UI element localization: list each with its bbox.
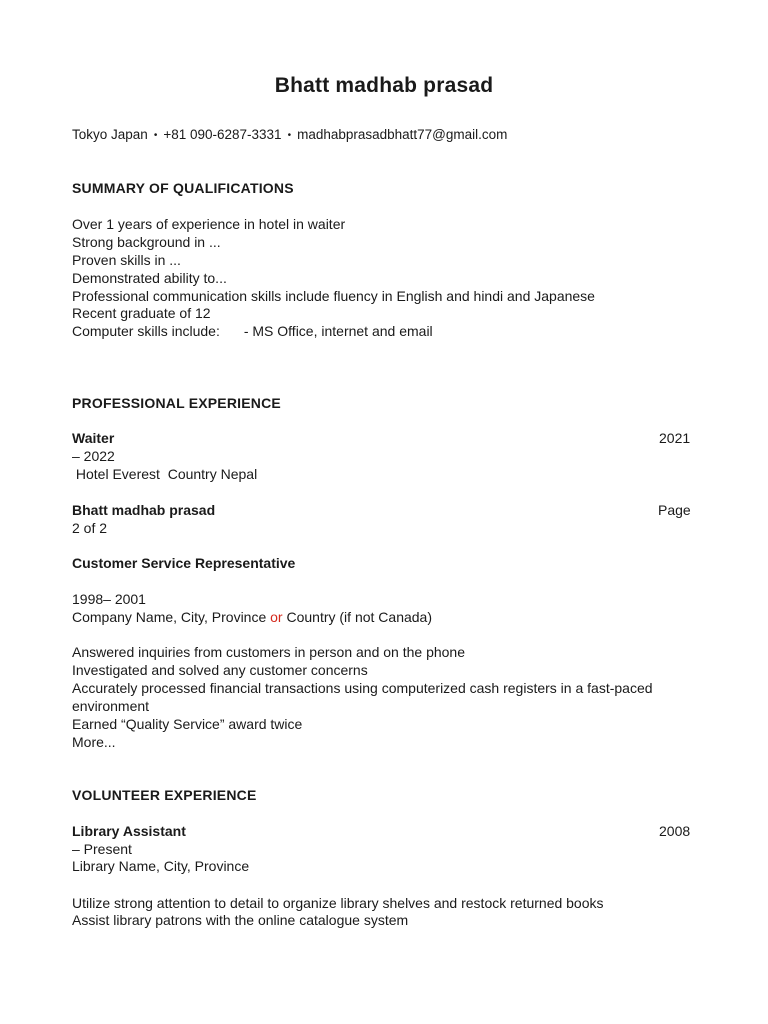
- summary-line: Recent graduate of 12: [72, 305, 211, 321]
- job-year-end: – 2022: [72, 448, 115, 464]
- summary-heading: SUMMARY OF QUALIFICATIONS: [72, 180, 294, 196]
- contact-phone: +81 090-6287-3331: [163, 127, 282, 142]
- summary-line: Strong background in ...: [72, 234, 221, 250]
- job-company-part: Company Name, City, Province: [72, 609, 271, 625]
- contact-location: Tokyo Japan: [72, 127, 148, 142]
- computer-skills-label: Computer skills include:: [72, 323, 220, 339]
- computer-skills-value: - MS Office, internet and email: [243, 323, 433, 339]
- contact-email: madhabprasadbhatt77@gmail.com: [297, 127, 508, 142]
- volunteer-heading: VOLUNTEER EXPERIENCE: [72, 787, 257, 803]
- contact-separator: •: [287, 130, 292, 141]
- job-company: [72, 609, 432, 625]
- job-bullet: Investigated and solved any customer concerns: [72, 662, 368, 678]
- contact-separator: •: [153, 130, 158, 141]
- summary-line: Over 1 years of experience in hotel in waiter: [72, 216, 346, 232]
- volunteer-year-start: 2008: [659, 823, 691, 839]
- page-marker-count: 2 of 2: [72, 520, 108, 536]
- summary-line: Proven skills in ...: [72, 252, 181, 268]
- job-years: 1998– 2001: [72, 591, 146, 607]
- job-year-start: 2021: [659, 430, 691, 446]
- job-company-part: Country (if not Canada): [282, 609, 432, 625]
- contact-line: [72, 127, 507, 142]
- volunteer-bullet: Assist library patrons with the online catalogue system: [72, 912, 409, 928]
- resume-name: Bhatt madhab prasad: [274, 74, 494, 97]
- job-bullet: Accurately processed financial transactions using computerized cash registers in a fast-paced: [72, 680, 653, 696]
- job-bullet: Answered inquiries from customers in person and on the phone: [72, 644, 465, 660]
- summary-line: Demonstrated ability to...: [72, 270, 227, 286]
- volunteer-place: Library Name, City, Province: [72, 858, 250, 874]
- volunteer-year-end: – Present: [72, 841, 132, 857]
- page-marker-label: Page: [658, 502, 691, 518]
- professional-heading: PROFESSIONAL EXPERIENCE: [72, 395, 281, 411]
- job-bullet: More...: [72, 734, 116, 750]
- volunteer-title: Library Assistant: [72, 823, 186, 839]
- summary-line: Professional communication skills include fluency in English and hindi and Japanese: [72, 288, 595, 304]
- job-place: Hotel Everest Country Nepal: [72, 466, 258, 482]
- job-title: Customer Service Representative: [72, 555, 296, 571]
- job-title: Waiter: [72, 430, 115, 446]
- page-marker-name: Bhatt madhab prasad: [72, 502, 216, 518]
- volunteer-bullet: Utilize strong attention to detail to organize library shelves and restock returned books: [72, 895, 604, 911]
- job-company-or: or: [270, 609, 283, 625]
- job-bullet: Earned “Quality Service” award twice: [72, 716, 303, 732]
- job-bullet: environment: [72, 698, 150, 714]
- computer-skills-line: [72, 323, 433, 339]
